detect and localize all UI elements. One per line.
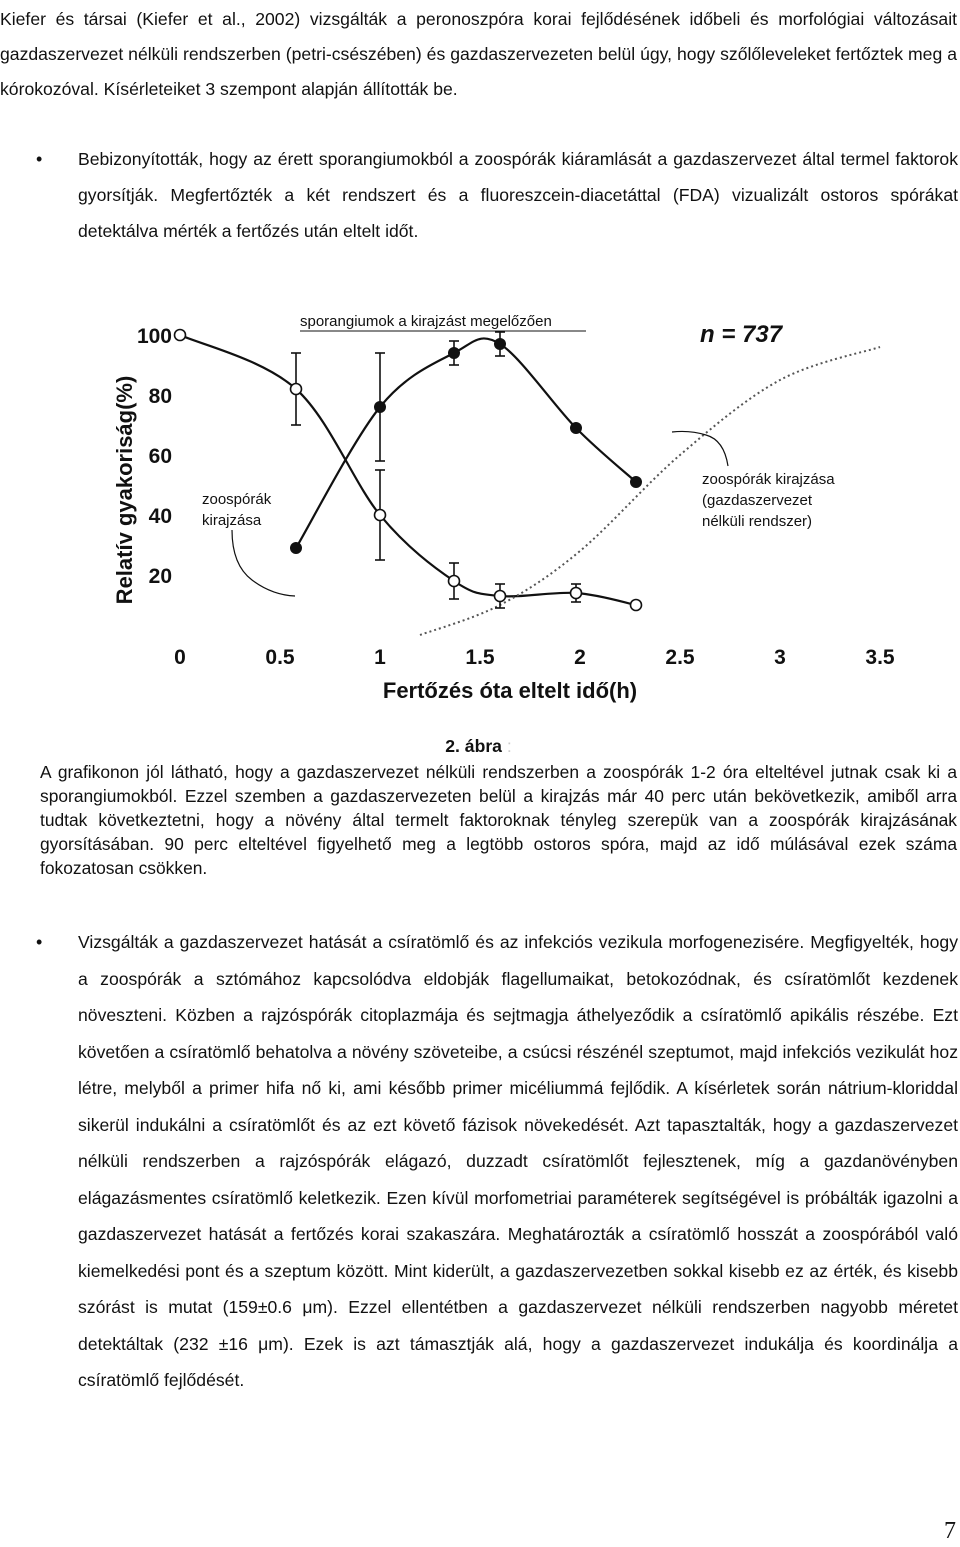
data-point-open xyxy=(571,588,582,599)
data-point-filled xyxy=(494,338,506,350)
x-tick-label: 2.5 xyxy=(665,646,695,669)
data-point-open xyxy=(291,384,302,395)
x-tick-label: 0 xyxy=(174,646,186,669)
annotation-zoo-host-line2: kirajzása xyxy=(202,512,262,529)
data-point-open xyxy=(375,510,386,521)
line-chart xyxy=(110,290,900,710)
annotation-sporangium: sporangiumok a kirajzást megelőzően xyxy=(300,313,552,330)
series-line-sporangium xyxy=(180,335,636,605)
caption-colon: : xyxy=(506,736,512,756)
x-tick-label: 3.5 xyxy=(865,646,895,669)
data-point-open xyxy=(631,600,642,611)
bullet-text: Vizsgálták a gazdaszervezet hatását a csíratömlő és az infekciós vezikula morfogenezisére. Megfigyelték, hogy a zoospórák a sztómához kapcsolódva eldobják flagellumaikat, betokozódnak, és csíratömlőt kezdenek növeszteni. Közben a rajzóspórák citoplazmája és sejtmagja áthelyeződik a csíratömlő apikális részébe. Ezt követően a csíratömlő behatolva a növény szöveteibe, a csúcsi részénél szeptumot, majd infekciós vezikulát hoz létre, melyből a primer hifa nő ki, ami később primer micéliummá fejlődik. A kísérletek során nátrium-kloriddal sikerül indukálni a csíratömlőt és az ezt követő fázisok növekedését. Azt tapasztalták, hogy a gazdaszervezet nélküli rendszerben a rajzóspórák elágazó, duzzadt csíratömlőt fejlesztenek, míg a gazdanövényben elágazásmentes csíratömlő keletkezik. Ezen kívül morfometriai paraméterek segítségével is próbálták igazolni a gazdaszervezet hatását a fertőzés korai szakaszára. Meghatározták a csíratömlő hosszát a zoospórából való kiemelkedési pont és a szeptum között. Mint kiderült, a gazdaszervezetben sokkal kisebb ez az érték, és kisebb szórást is mutat (159±0.6 μm). Ezzel ellentétben a gazdaszervezet nélküli rendszerben nagyobb méretet detektáltak (232 ±16 μm). Ezek is azt támasztják alá, hogy a gazdaszervezet indukálja és koordinálja a csíratömlő fejlődését. xyxy=(78,932,958,1390)
annotation-zoo-nohost-line1: zoospórák kirajzása xyxy=(702,471,835,488)
page-number: 7 xyxy=(944,1518,956,1544)
data-point-open xyxy=(449,576,460,587)
bullet-icon: • xyxy=(36,932,43,952)
data-point-filled xyxy=(570,422,582,434)
series-line-zoospore-host xyxy=(296,338,636,548)
data-point-filled xyxy=(374,401,386,413)
x-tick-label: 1 xyxy=(374,646,386,669)
bullet-icon: • xyxy=(36,149,43,169)
intro-paragraph: Kiefer és társai (Kiefer et al., 2002) vizsgálták a peronoszpóra korai fejlődésének időbeli és morfológiai változásait gazdaszervezet nélküli rendszerben (petri-csészében) és gazdaszervezeten belül úgy, hogy szőlőleveleket fertőztek meg a kórokozóval. Kísérleteiket 3 szempont alapján állították be. xyxy=(0,9,957,100)
figure-caption-text: A grafikonon jól látható, hogy a gazdaszervezet nélküli rendszerben a zoospórák 1-2 óra elteltével jutnak csak ki a sporangiumokból. Ezzel szemben a gazdaszervezeten belül a kirajzás már 40 perc után bekövetkezik, amiből arra tudtak következtetni, hogy a növény által termelt faktoroknak tényleg szerepük van a zoospórák kirajzásának gyorsításában. 90 perc elteltével figyelhető meg a legtöbb ostoros spóra, majd az idő múlásával ezek száma fokozatosan csökken. xyxy=(40,762,957,878)
data-point-open xyxy=(175,330,186,341)
annotation-zoo-nohost-line2: (gazdaszervezet xyxy=(702,492,813,509)
annotation-zoo-nohost-line3: nélküli rendszer) xyxy=(702,513,813,530)
y-tick-label: 40 xyxy=(148,505,172,528)
x-tick-label: 1.5 xyxy=(465,646,495,669)
data-point-filled xyxy=(448,347,460,359)
figure-chart xyxy=(110,290,900,710)
figure-caption-title xyxy=(0,736,957,757)
data-point-filled xyxy=(290,542,302,554)
y-axis-title: Relatív gyakoriság(%) xyxy=(112,375,137,605)
bullet-text: Bebizonyították, hogy az érett sporangiumokból a zoospórák kiáramlását a gazdaszervezet által termel faktorok gyorsítják. Megfertőzték a két rendszert és a fluoreszcein-diacetáttal (FDA) vizualizált ostoros spórákat detektálva mérték a fertőzés után eltelt időt. xyxy=(78,149,958,241)
x-tick-label: 3 xyxy=(774,646,786,669)
x-tick-label: 2 xyxy=(574,646,586,669)
annotation-zoo-host-line1: zoospórák xyxy=(202,491,272,508)
y-tick-label: 60 xyxy=(148,445,172,468)
caption-label: 2. ábra xyxy=(445,736,502,756)
x-axis-title: Fertőzés óta eltelt idő(h) xyxy=(382,678,638,703)
n-label: n = 737 xyxy=(700,321,783,348)
annotation-zoo-host-pointer xyxy=(232,530,295,596)
data-point-filled xyxy=(630,476,642,488)
series-line-zoospore-nohost xyxy=(420,347,880,635)
y-tick-label: 80 xyxy=(148,385,172,408)
data-point-open xyxy=(495,591,506,602)
y-tick-label: 20 xyxy=(148,565,172,588)
x-tick-label: 0.5 xyxy=(265,646,295,669)
y-tick-label: 100 xyxy=(136,325,172,348)
annotation-zoo-nohost-pointer xyxy=(672,431,728,466)
